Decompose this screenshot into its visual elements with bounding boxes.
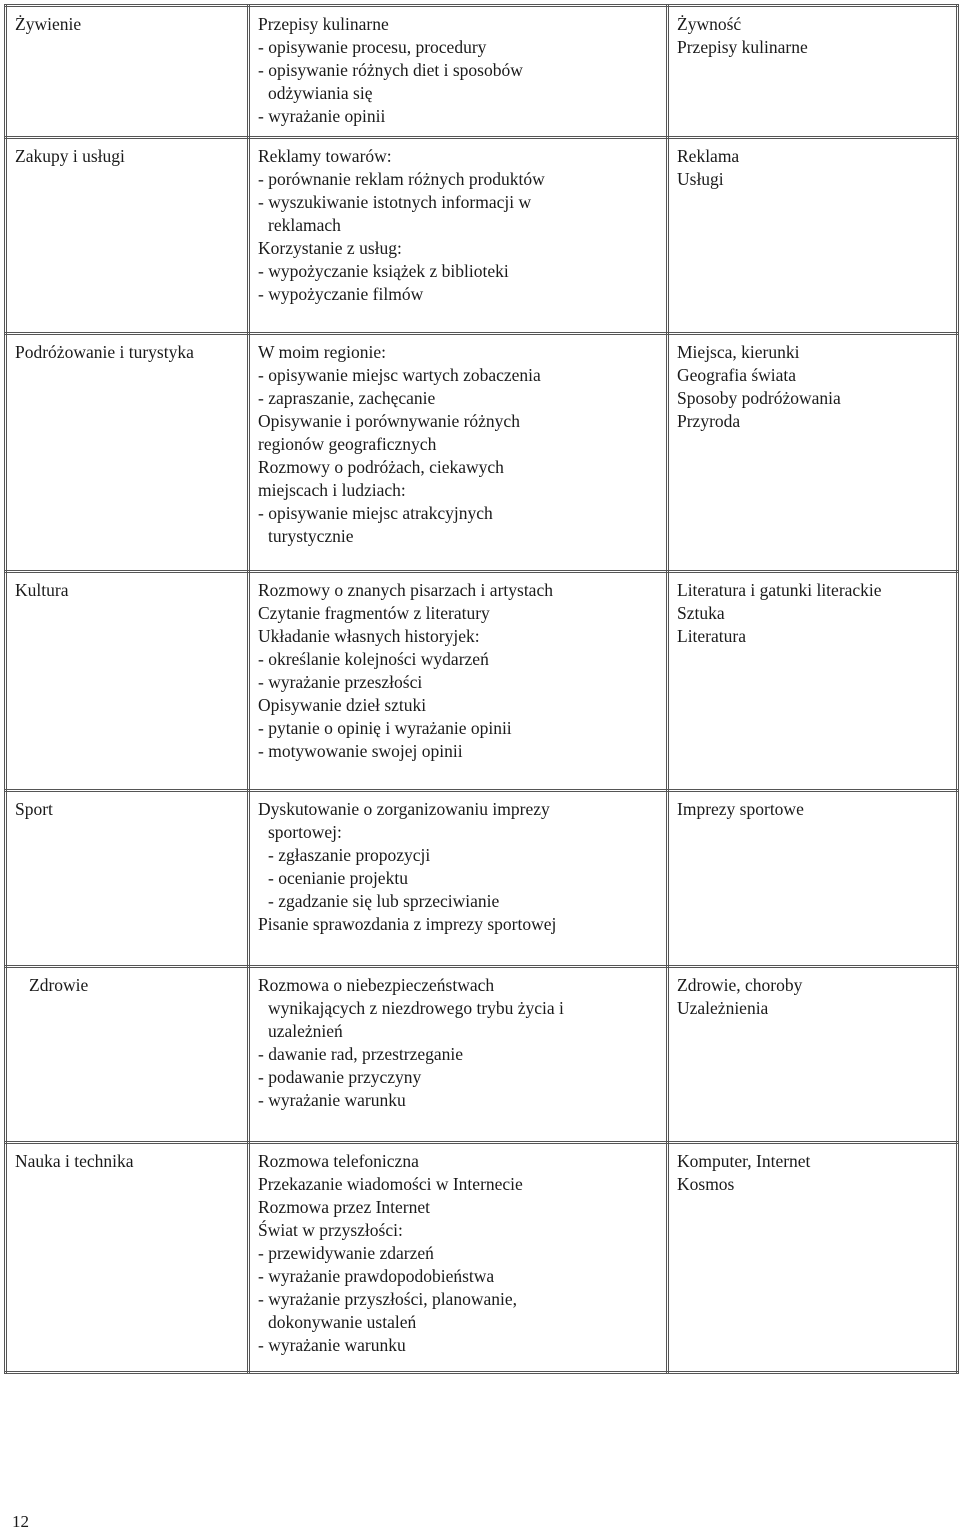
activity-line: Rozmowy o znanych pisarzach i artystach	[258, 580, 553, 600]
activity-line: - wypożyczanie książek z biblioteki	[258, 261, 509, 281]
table-row	[6, 1143, 958, 1373]
vocabulary-cell	[668, 6, 958, 138]
activity-line: - określanie kolejności wydarzeń	[258, 649, 489, 669]
topic-label: Zakupy i usługi	[15, 146, 125, 166]
activity-line: Rozmowa o niebezpieczeństwach	[258, 975, 495, 995]
activities-cell	[249, 967, 668, 1143]
topic-cell	[6, 572, 249, 791]
activity-line: Korzystanie z usług:	[258, 238, 402, 258]
activities-cell	[249, 6, 668, 138]
vocabulary-item: Komputer, Internet	[677, 1151, 811, 1171]
activity-line: - pytanie o opinię i wyrażanie opinii	[258, 718, 512, 738]
vocabulary-item: Reklama	[677, 146, 740, 166]
activity-line: - wyrażanie warunku	[258, 1090, 406, 1110]
topic-cell	[6, 1143, 249, 1373]
table-row	[6, 334, 958, 572]
vocabulary-cell	[668, 572, 958, 791]
activity-line: W moim regionie:	[258, 342, 386, 362]
activity-line: Rozmowy o podróżach, ciekawych	[258, 457, 504, 477]
activities-cell	[249, 791, 668, 967]
activity-line: - wyrażanie opinii	[258, 106, 386, 126]
activity-line: Dyskutowanie o zorganizowaniu imprezy	[258, 799, 550, 819]
activities-cell	[249, 1143, 668, 1373]
vocabulary-item: Miejsca, kierunki	[677, 342, 800, 362]
vocabulary-item: Sztuka	[677, 603, 725, 623]
activity-line: uzależnień	[268, 1021, 343, 1041]
activity-line: Świat w przyszłości:	[258, 1220, 403, 1240]
activity-line: - opisywanie miejsc atrakcyjnych	[258, 503, 493, 523]
topic-cell	[6, 967, 249, 1143]
topic-cell	[6, 138, 249, 334]
vocabulary-cell	[668, 334, 958, 572]
vocabulary-item: Kosmos	[677, 1174, 735, 1194]
table-body	[6, 6, 958, 1373]
activity-line: - zapraszanie, zachęcanie	[258, 388, 436, 408]
activity-line: odżywiania się	[268, 83, 373, 103]
table-row	[6, 791, 958, 967]
vocabulary-item: Literatura	[677, 626, 746, 646]
topic-label: Podróżowanie i turystyka	[15, 342, 194, 362]
activity-line: Pisanie sprawozdania z imprezy sportowej	[258, 914, 557, 934]
activity-line: Opisywanie dzieł sztuki	[258, 695, 427, 715]
activity-line: - wypożyczanie filmów	[258, 284, 424, 304]
activity-line: wynikających z niezdrowego trybu życia i	[268, 998, 564, 1018]
activity-line: miejscach i ludziach:	[258, 480, 406, 500]
vocabulary-item: Zdrowie, choroby	[677, 975, 803, 995]
activity-line: dokonywanie ustaleń	[268, 1312, 417, 1332]
activity-line: - porównanie reklam różnych produktów	[258, 169, 545, 189]
activity-line: Opisywanie i porównywanie różnych	[258, 411, 520, 431]
table-row	[6, 6, 958, 138]
vocabulary-item: Imprezy sportowe	[677, 799, 804, 819]
vocabulary-item: Żywność	[677, 14, 742, 34]
activity-line: - podawanie przyczyny	[258, 1067, 422, 1087]
activity-line: Rozmowa telefoniczna	[258, 1151, 419, 1171]
topic-label: Nauka i technika	[15, 1151, 134, 1171]
activity-line: Rozmowa przez Internet	[258, 1197, 431, 1217]
topic-cell	[6, 791, 249, 967]
vocabulary-item: Usługi	[677, 169, 724, 189]
vocabulary-item: Przepisy kulinarne	[677, 37, 808, 57]
vocabulary-cell	[668, 967, 958, 1143]
activities-cell	[249, 138, 668, 334]
activity-line: Czytanie fragmentów z literatury	[258, 603, 490, 623]
topic-cell	[6, 334, 249, 572]
activity-line: Przepisy kulinarne	[258, 14, 389, 34]
vocabulary-item: Przyroda	[677, 411, 741, 431]
activity-line: - dawanie rad, przestrzeganie	[258, 1044, 464, 1064]
activity-line: - opisywanie procesu, procedury	[258, 37, 487, 57]
topic-label: Sport	[15, 799, 53, 819]
activity-line: - zgłaszanie propozycji	[268, 845, 431, 865]
activity-line: sportowej:	[268, 822, 342, 842]
activity-line: - ocenianie projektu	[268, 868, 408, 888]
activity-line: - przewidywanie zdarzeń	[258, 1243, 434, 1263]
activity-line: Reklamy towarów:	[258, 146, 392, 166]
topic-label: Zdrowie	[29, 975, 89, 995]
vocabulary-cell	[668, 138, 958, 334]
table-row	[6, 572, 958, 791]
table-row	[6, 967, 958, 1143]
activities-cell	[249, 572, 668, 791]
activity-line: Przekazanie wiadomości w Internecie	[258, 1174, 523, 1194]
activity-line: reklamach	[268, 215, 341, 235]
vocabulary-item: Literatura i gatunki literackie	[677, 580, 882, 600]
vocabulary-item: Sposoby podróżowania	[677, 388, 841, 408]
topic-cell	[6, 6, 249, 138]
topic-label: Kultura	[15, 580, 69, 600]
activity-line: Układanie własnych historyjek:	[258, 626, 480, 646]
activity-line: - wyrażanie przeszłości	[258, 672, 423, 692]
activity-line: - wyszukiwanie istotnych informacji w	[258, 192, 532, 212]
activity-line: - zgadzanie się lub sprzeciwianie	[268, 891, 500, 911]
page-number: 12	[12, 1512, 29, 1531]
vocabulary-item: Geografia świata	[677, 365, 797, 385]
activity-line: turystycznie	[268, 526, 354, 546]
activity-line: - wyrażanie warunku	[258, 1335, 406, 1355]
activity-line: - opisywanie miejsc wartych zobaczenia	[258, 365, 541, 385]
activity-line: regionów geograficznych	[258, 434, 437, 454]
topic-label: Żywienie	[15, 14, 82, 34]
activities-cell	[249, 334, 668, 572]
table-row	[6, 138, 958, 334]
vocabulary-item: Uzależnienia	[677, 998, 769, 1018]
activity-line: - wyrażanie prawdopodobieństwa	[258, 1266, 495, 1286]
activity-line: - wyrażanie przyszłości, planowanie,	[258, 1289, 517, 1309]
vocabulary-cell	[668, 1143, 958, 1373]
curriculum-table	[4, 4, 959, 1374]
vocabulary-cell	[668, 791, 958, 967]
activity-line: - opisywanie różnych diet i sposobów	[258, 60, 523, 80]
activity-line: - motywowanie swojej opinii	[258, 741, 463, 761]
